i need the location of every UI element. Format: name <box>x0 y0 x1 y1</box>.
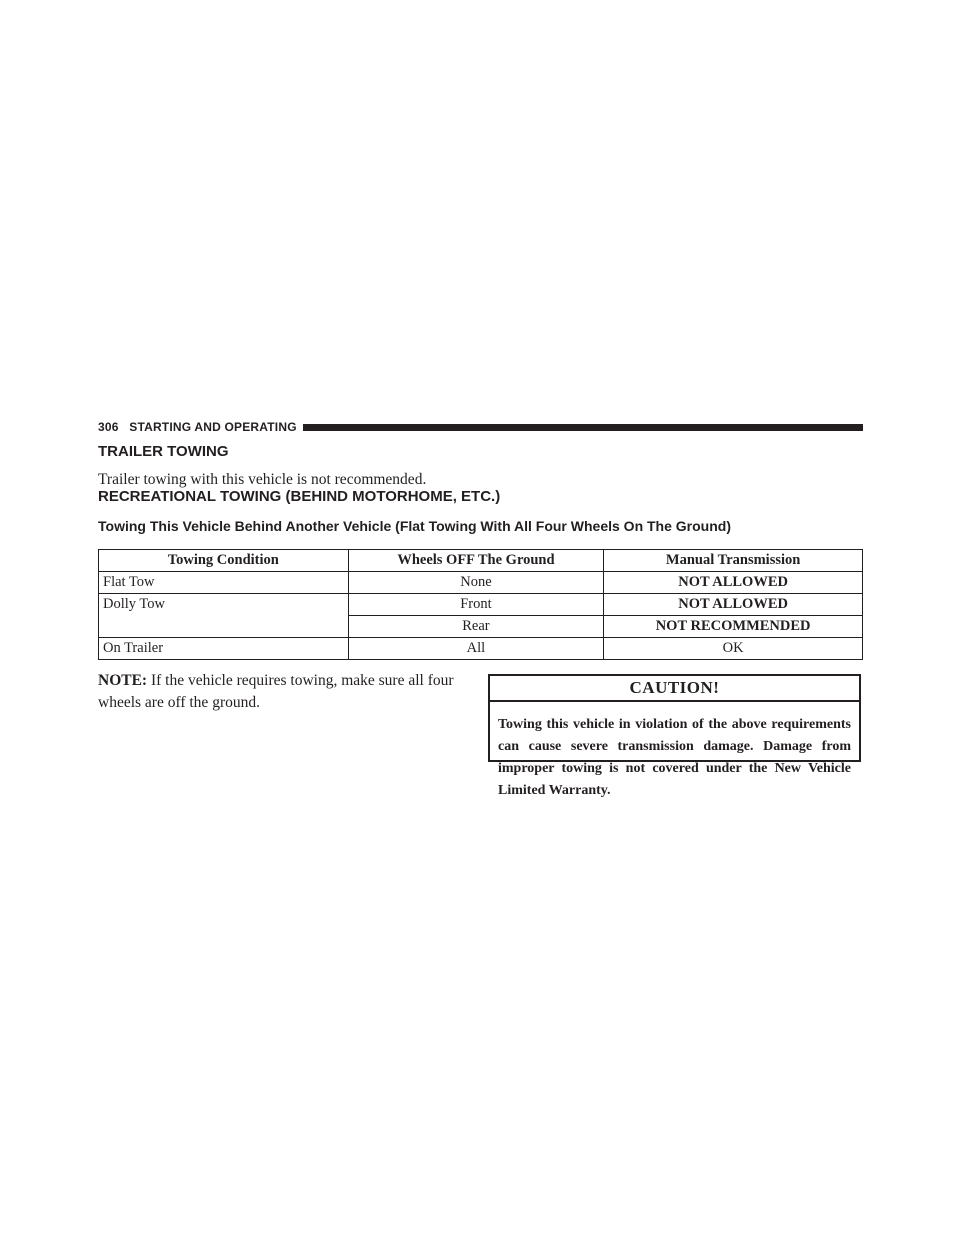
cell-wheels: None <box>348 572 604 594</box>
note-label: NOTE: <box>98 672 148 689</box>
cell-condition: On Trailer <box>99 638 349 660</box>
page-number: 306 <box>98 420 119 434</box>
caution-box <box>488 674 861 798</box>
note-text: If the vehicle requires towing, make sure all four wheels are off the ground. <box>98 672 454 711</box>
header-manual-transmission: Manual Transmission <box>604 550 863 572</box>
header-rule <box>303 424 863 431</box>
caution-text: Towing this vehicle in violation of the above requirements can cause severe transmission damage. Damage from improper towing is not covered under the New Vehicle Limited Warranty. <box>498 717 851 798</box>
cell-transmission: NOT RECOMMENDED <box>604 616 863 638</box>
cell-wheels: All <box>348 638 604 660</box>
table-row <box>99 638 863 660</box>
flat-towing-subheading: Towing This Vehicle Behind Another Vehicle (Flat Towing With All Four Wheels On The Ground) <box>98 518 731 534</box>
cell-condition: Dolly Tow <box>99 594 349 638</box>
header-towing-condition: Towing Condition <box>99 550 349 572</box>
table-header-row <box>99 550 863 572</box>
towing-table <box>98 549 863 660</box>
cell-condition: Flat Tow <box>99 572 349 594</box>
note-paragraph <box>98 670 478 714</box>
cell-transmission: NOT ALLOWED <box>604 594 863 616</box>
caution-title: CAUTION! <box>490 676 859 702</box>
recreational-towing-heading: RECREATIONAL TOWING (BEHIND MOTORHOME, ETC.) <box>98 488 501 505</box>
table-row <box>99 572 863 594</box>
page-number-and-section <box>98 420 303 434</box>
table-row <box>99 594 863 616</box>
trailer-towing-text: Trailer towing with this vehicle is not recommended. <box>98 471 427 488</box>
header-wheels-off-ground: Wheels OFF The Ground <box>348 550 604 572</box>
cell-transmission: OK <box>604 638 863 660</box>
running-header <box>98 420 863 434</box>
cell-transmission: NOT ALLOWED <box>604 572 863 594</box>
trailer-towing-heading: TRAILER TOWING <box>98 443 229 460</box>
cell-wheels: Front <box>348 594 604 616</box>
section-title: STARTING AND OPERATING <box>129 420 297 434</box>
cell-wheels: Rear <box>348 616 604 638</box>
